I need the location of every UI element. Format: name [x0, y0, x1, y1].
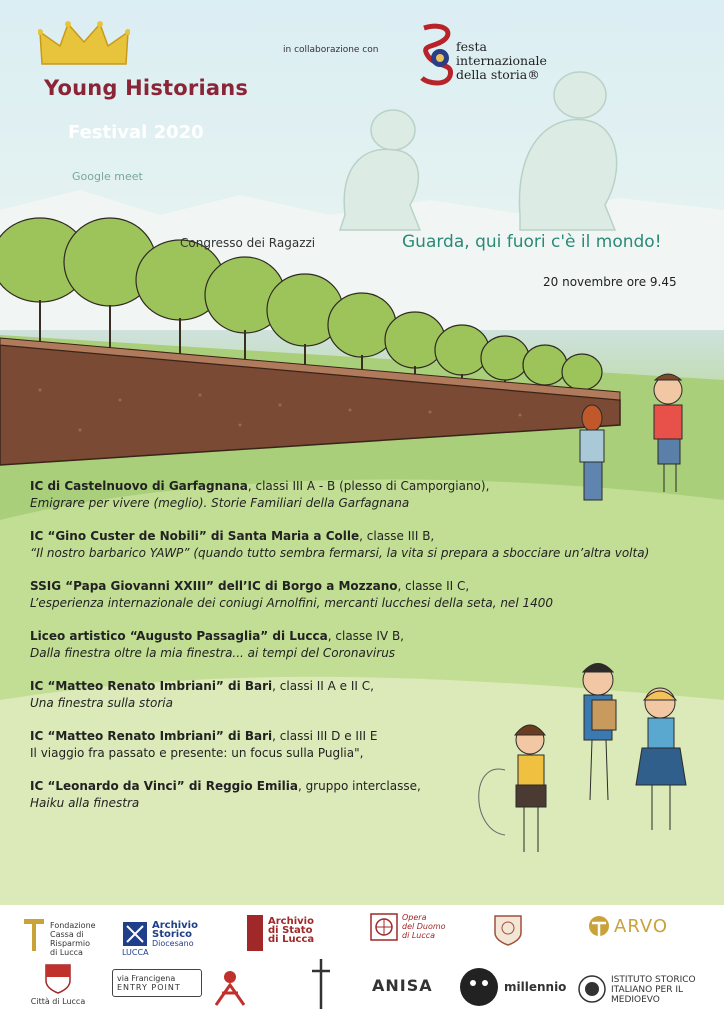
arvo-logo: ARVO: [588, 915, 698, 943]
event-motto: Guarda, qui fuori c'è il mondo!: [402, 232, 662, 252]
list-item: [30, 528, 680, 562]
school-name: IC di Castelnuovo di Garfagnana: [30, 479, 248, 493]
citta-lucca-logo: Città di Lucca: [28, 963, 88, 1006]
ghost-giants: [340, 72, 617, 230]
arvo-emblem-icon: [588, 915, 610, 943]
crown-icon: [38, 20, 130, 70]
school-name: IC “Matteo Renato Imbriani” di Bari: [30, 729, 273, 743]
collaboration-label: in collaborazione con: [283, 45, 379, 55]
project-title: Una finestra sulla storia: [30, 696, 173, 710]
event-date: 20 novembre ore 9.45: [543, 275, 677, 289]
school-name: IC “Leonardo da Vinci” di Reggio Emilia: [30, 779, 298, 793]
festival-subtitle: Festival 2020: [68, 122, 204, 143]
tau-cross-icon: [22, 913, 46, 953]
school-class: , classe III B,: [359, 529, 435, 543]
istituto-lucchese-cross-icon: [310, 957, 332, 1011]
progetto-logo-icon: [208, 965, 252, 1009]
school-class: , classe IV B,: [327, 629, 404, 643]
school-name: Liceo artistico “Augusto Passaglia” di Lucca: [30, 629, 328, 643]
archivio-diocesano-logo: Archivio Storico Diocesano LUCCA: [122, 920, 198, 957]
list-item: [30, 728, 680, 762]
istituto-storico-logo: ISTITUTO STORICO ITALIANO PER IL MEDIOEVO: [578, 975, 708, 1005]
platform-label: Google meet: [72, 170, 143, 183]
school-list: [30, 478, 680, 828]
list-item: [30, 628, 680, 662]
lucca-shield-icon: [44, 963, 72, 995]
project-title: Haiku alla finestra: [30, 796, 140, 810]
anisa-logo: ANISA: [372, 976, 433, 995]
diocesan-emblem-icon: [122, 921, 148, 947]
list-item: [30, 678, 680, 712]
duomo-emblem-icon: [370, 913, 398, 941]
project-title: Emigrare per vivere (meglio). Storie Familiari della Garfagnana: [30, 496, 410, 510]
university-seal-icon: [492, 913, 524, 947]
stato-emblem-icon: [246, 913, 264, 953]
istituto-seal-icon: [578, 975, 606, 1003]
festival-title: Young Historians: [44, 76, 249, 100]
fondazione-logo: Fondazione Cassa di Risparmio di Lucca: [22, 913, 122, 957]
school-name: IC “Matteo Renato Imbriani” di Bari: [30, 679, 273, 693]
school-class: , classi III D e III E: [272, 729, 378, 743]
list-item: [30, 478, 680, 512]
list-item: [30, 778, 680, 812]
project-title: “Il nostro barbarico YAWP” (quando tutto sembra fermarsi, la vita si prepara a sbocciare un’altra volta): [30, 546, 650, 560]
monkey-press-icon: [458, 965, 500, 1009]
project-title: Dalla finestra oltre la mia finestra... ai tempi del Coronavirus: [30, 646, 396, 660]
school-class: , classi III A - B (plesso di Camporgiano),: [247, 479, 490, 493]
school-class: , classe II C,: [397, 579, 470, 593]
sponsor-logos: [0, 905, 724, 1024]
school-class: , classi II A e II C,: [272, 679, 374, 693]
festa-storia-text: festa internazionale della storia®: [456, 39, 547, 82]
millennio-logo: millennio: [504, 980, 567, 994]
congress-label: Congresso dei Ragazzi: [180, 236, 316, 250]
project-title: L’esperienza internazionale dei coniugi Arnolfini, mercanti lucchesi della seta, nel 1400: [30, 596, 554, 610]
opera-duomo-logo: Opera del Duomo di Lucca: [370, 913, 480, 941]
school-class: , gruppo interclasse,: [297, 779, 421, 793]
festa-storia-logo-icon: [414, 22, 458, 88]
school-name: IC “Gino Custer de Nobili” di Santa Maria a Colle: [30, 529, 360, 543]
project-title: Il viaggio fra passato e presente: un focus sulla Puglia",: [30, 746, 364, 760]
list-item: [30, 578, 680, 612]
francigena-logo: via Francigena ENTRY POINT: [112, 969, 202, 997]
school-name: SSIG “Papa Giovanni XXIII” dell’IC di Borgo a Mozzano: [30, 579, 398, 593]
archivio-stato-logo: Archivio di Stato di Lucca: [246, 913, 336, 953]
